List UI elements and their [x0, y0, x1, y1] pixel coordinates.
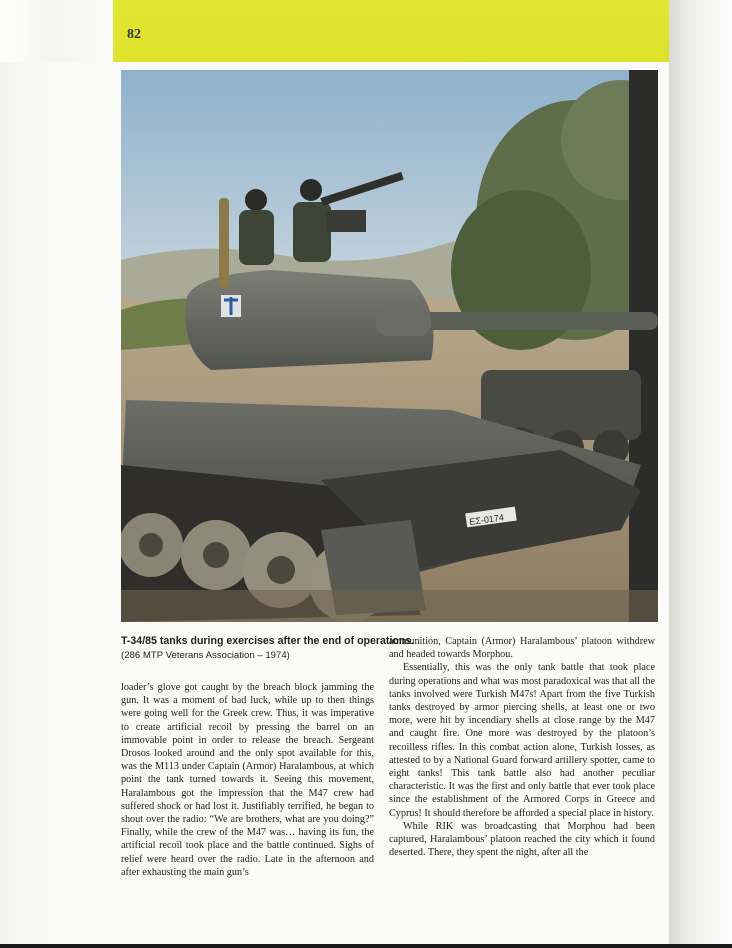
caption-credit: (286 MTP Veterans Association – 1974)	[121, 650, 290, 661]
caption-title: T-34/85 tanks during exercises after the end of operations.	[121, 635, 415, 647]
paragraph: While RIK was broadcasting that Morphou had been captured, Haralambous’ platoon reached the city which it found deserted. There, they spent the night, after all the	[389, 820, 655, 859]
tank-photograph	[121, 70, 658, 622]
license-plate: ΕΣ-0174	[468, 512, 505, 527]
figure-caption	[121, 635, 415, 661]
paragraph: ammunition, Captain (Armor) Haralambous’ platoon withdrew and headed towards Morphou.	[389, 636, 655, 661]
bottom-edge	[0, 944, 732, 948]
paragraph: loader’s glove got caught by the breach block jamming the gun. It was a moment of bad luck, while up to then things were going well for the Greek crew. Thus, it was imperative to create artificial recoil by pressing the barrel on an immovable point in order to release the breach. Sergeant Drosos looked around and the only spot available for this, was the M113 under Captain (Armor) Haralambous, at which point the tank turned towards it. Seeing this movement, Haralambous got the impression that the M47 crew had suffered shock or had lost it. Justifiably terrified, he began to shout over the radio: “We are brothers, what are you doing?” Finally, while the crew of the M47 was… having its fun, the artificial recoil took place and the battle continued. Sighs of relief were heard over the radio. Late in the afternoon and after exhausting the main gun’s	[121, 682, 374, 878]
body-column-left	[121, 681, 374, 879]
body-column-right	[389, 635, 655, 859]
header-fade	[0, 0, 120, 62]
page-edge-shadow	[669, 0, 732, 948]
paragraph: Essentially, this was the only tank battle that took place during operations and what was most paradoxical was that all the tanks involved were Turkish M47s! Apart from the five Turkish tanks destroyed by armor piercing shells, at least one or two more, were hit by incendiary shells at close range by the M47 and caught fire. One more was destroyed by the platoon’s recoilless rifles. In this combat action alone, Turkish losses, as attested to by a National Guard forward artillery spotter, came to eight tanks! This tank battle also had another peculiar characteristic. It was the first and only battle that ever took place since the establishment of the Armored Corps in Greece and Cyprus! It should therefore be afforded a special place in history.	[389, 662, 655, 819]
page-header-band	[113, 0, 669, 62]
page-number: 82	[127, 27, 141, 42]
